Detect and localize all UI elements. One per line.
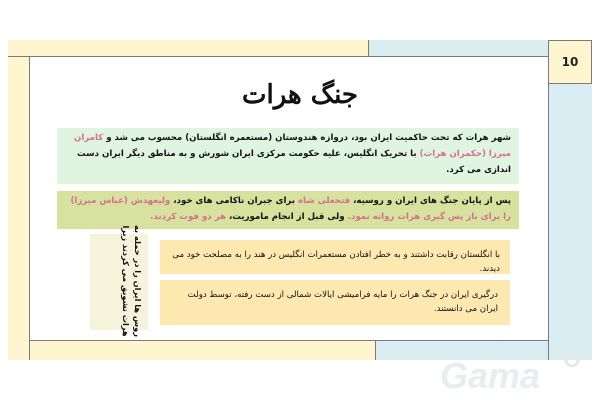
intro-text-2: با تحریک انگلیس، علیه حکومت مرکزی ایران شورش و به مناطق دیگر ایران دست اندازی می کرد.	[77, 149, 511, 175]
intro-paragraph	[57, 128, 519, 184]
war-text-3: ولی قبل از انجام ماموریت،	[229, 212, 345, 222]
top-yellow-strip	[8, 40, 368, 57]
intro-highlight: کامران میرزا (حکمران هرات)	[74, 133, 511, 159]
top-blue-strip	[368, 40, 548, 57]
bottom-yellow-strip	[30, 340, 375, 360]
war-text: پس از پایان جنگ های ایران و روسیه،	[353, 196, 511, 206]
reason-1: با انگلستان رقابت داشتند و به خطر افتادن مستعمرات انگلیس در هند را به مصلحت خود می دیدند.	[160, 240, 510, 274]
intro-text: شهر هرات که تحت حاکمیت ایران بود، دروازه هندوستان (مستعمره انگلستان) محسوب می شد و	[106, 133, 511, 143]
left-yellow-strip	[8, 57, 30, 360]
war-highlight-2: ولیعهدش (عباس میرزا) را برای باز پس گیری هرات روانه نمود.	[70, 196, 511, 222]
reason-2: درگیری ایران در جنگ هرات را مایه فرامیشی ایالات شمالی از دست رفته، توسط دولت ایران می دانستند.	[160, 280, 510, 325]
right-blue-strip	[548, 84, 592, 360]
war-highlight-3: هر دو فوت کردند.	[150, 212, 227, 222]
page-number: 10	[548, 40, 592, 84]
page-title: جنگ هرات	[242, 80, 358, 110]
war-highlight-1: فتحعلی شاه	[297, 196, 351, 206]
gama-logo	[430, 350, 590, 394]
war-text-2: برای جبران ناکامی های خود،	[173, 196, 295, 206]
vertical-note-text: روس ها ایران را در حمله به هرات تشویق می کردند زیرا	[121, 225, 143, 337]
logo-text: Gama	[440, 355, 541, 394]
